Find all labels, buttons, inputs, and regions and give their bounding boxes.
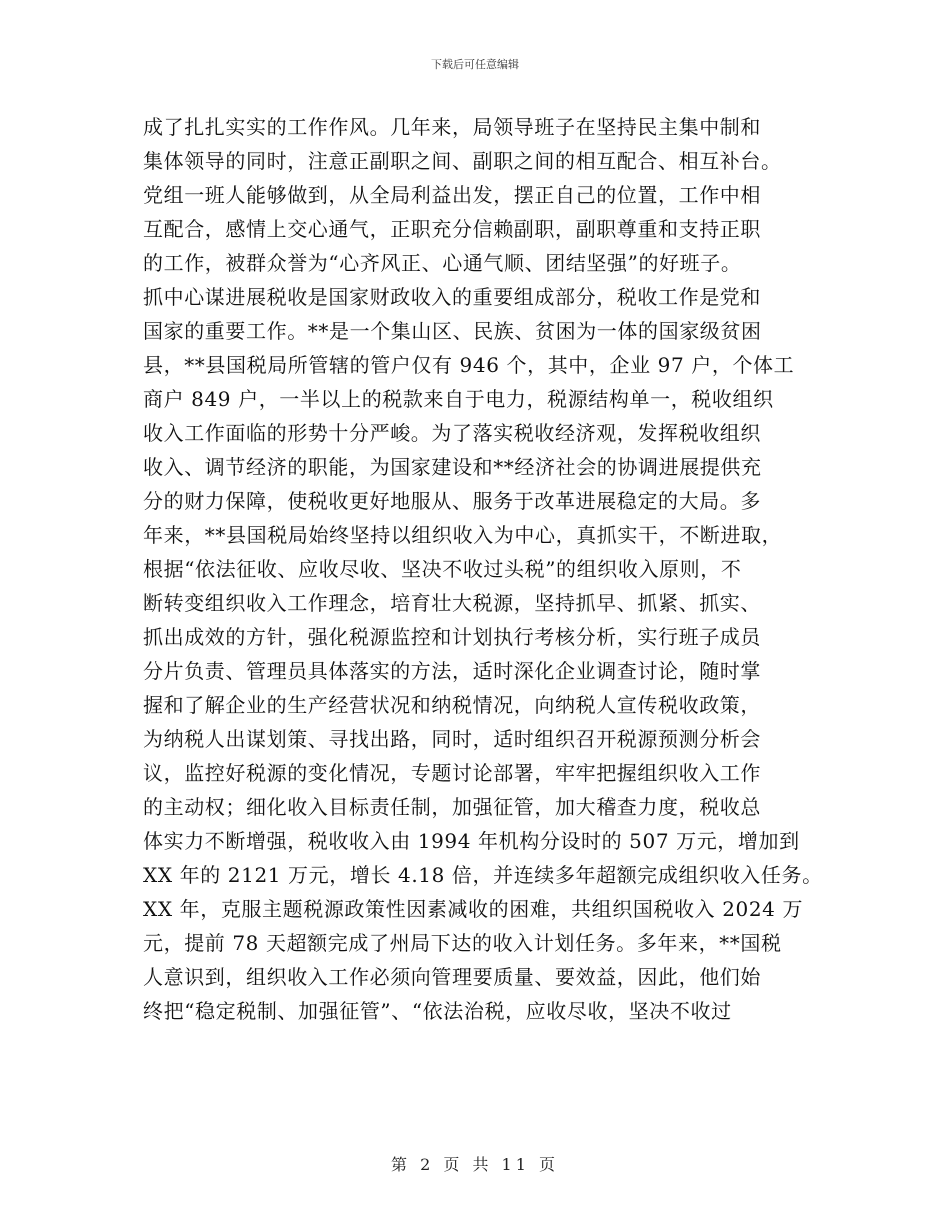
body-line: 握和了解企业的生产经营状况和纳税情况，向纳税人宣传税收政策，: [143, 693, 761, 717]
body-line: 人意识到，组织收入工作必须向管理要质量、要效益，因此，他们始: [143, 965, 761, 989]
body-line: XX 年的 2121 万元，增长 4.18 倍，并连续多年超额完成组织收入任务。: [143, 863, 823, 887]
body-line: 互配合，感情上交心通气，正职充分信赖副职，副职尊重和支持正职: [143, 217, 761, 241]
document-body: [143, 110, 823, 1028]
body-line: 收入工作面临的形势十分严峻。为了落实税收经济观，发挥税收组织: [143, 421, 761, 445]
page-header-note: 下载后可任意编辑: [431, 58, 519, 71]
page-number-footer: 第 2 页 共 11 页: [391, 1155, 559, 1174]
body-line: 商户 849 户，一半以上的税款来自于电力，税源结构单一，税收组织: [143, 387, 774, 411]
body-line: 抓出成效的方针，强化税源监控和计划执行考核分析，实行班子成员: [143, 625, 761, 649]
body-line: 收入、调节经济的职能，为国家建设和**经济社会的协调进展提供充: [143, 455, 762, 479]
body-line: 根据“依法征收、应收尽收、坚决不收过头税”的组织收入原则，不: [143, 557, 742, 581]
body-line: 分的财力保障，使税收更好地服从、服务于改革进展稳定的大局。多: [143, 489, 761, 513]
body-line: 元，提前 78 天超额完成了州局下达的收入计划任务。多年来，**国税: [143, 931, 782, 955]
body-line: 终把“稳定税制、加强征管”、“依法治税，应收尽收，坚决不收过: [143, 999, 732, 1023]
body-line: 集体领导的同时，注意正副职之间、副职之间的相互配合、相互补台。: [143, 149, 782, 173]
body-line: 断转变组织收入工作理念，培育壮大税源，坚持抓早、抓紧、抓实、: [143, 591, 761, 615]
body-line: 抓中心谋进展税收是国家财政收入的重要组成部分，税收工作是党和: [143, 285, 761, 309]
body-line: 的主动权；细化收入目标责任制，加强征管，加大稽查力度，税收总: [143, 795, 761, 819]
body-line: 的工作，被群众誉为“心齐风正、心通气顺、团结坚强”的好班子。: [143, 251, 742, 275]
body-line: 国家的重要工作。**是一个集山区、民族、贫困为一体的国家级贫困: [143, 319, 762, 343]
body-line: XX 年，克服主题税源政策性因素减收的困难，共组织国税收入 2024 万: [143, 897, 804, 921]
body-line: 党组一班人能够做到，从全局利益出发，摆正自己的位置，工作中相: [143, 183, 761, 207]
body-line: 议，监控好税源的变化情况，专题讨论部署，牢牢把握组织收入工作: [143, 761, 761, 785]
body-line: 县，**县国税局所管辖的管户仅有 946 个，其中，企业 97 户，个体工: [143, 353, 795, 377]
body-line: 分片负责、管理员具体落实的方法，适时深化企业调查讨论，随时掌: [143, 659, 761, 683]
body-line: 为纳税人出谋划策、寻找出路，同时，适时组织召开税源预测分析会: [143, 727, 761, 751]
body-line: 成了扎扎实实的工作作风。几年来，局领导班子在坚持民主集中制和: [143, 115, 761, 139]
body-line: 年来，**县国税局始终坚持以组织收入为中心，真抓实干，不断进取，: [143, 523, 783, 547]
body-line: 体实力不断增强，税收收入由 1994 年机构分设时的 507 万元，增加到: [143, 829, 800, 853]
